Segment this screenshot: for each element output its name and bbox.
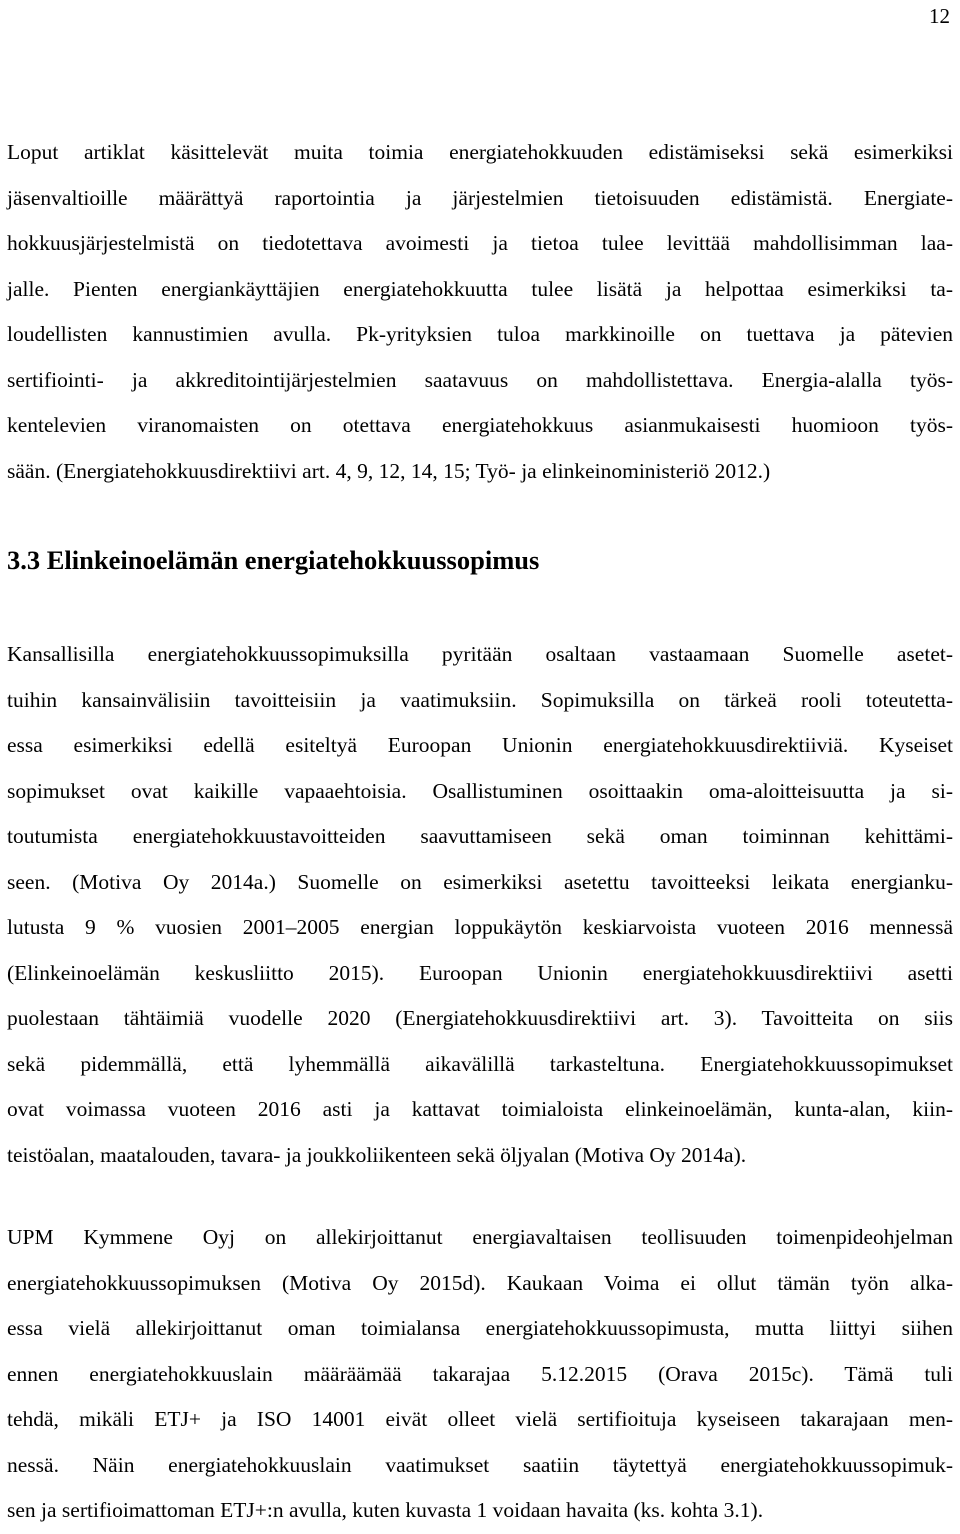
text-line: ennen energiatehokkuuslain määräämää takarajaa 5.12.2015 (Orava 2015c). Tämä tuli: [7, 1361, 953, 1386]
text-line: puolestaan tähtäimiä vuodelle 2020 (Energiatehokkuusdirektiivi art. 3). Tavoitteita on siis: [7, 1006, 953, 1030]
text-line: tuihin kansainvälisiin tavoitteisiin ja vaatimuksiin. Sopimuksilla on tärkeä rooli toteutetta-: [7, 687, 953, 712]
text-line: hokkuusjärjestelmistä on tiedotettava avoimesti ja tietoa tulee levittää mahdollisimman laa-: [7, 231, 953, 255]
text-line: (Elinkeinoelämän keskusliitto 2015). Euroopan Unionin energiatehokkuusdirektiivi asetti: [7, 960, 953, 985]
text-line: kentelevien viranomaisten on otettava energiatehokkuus asianmukaisesti huomioon työs-: [7, 413, 953, 437]
page-number: 12: [929, 4, 950, 28]
text-line: energiatehokkuussopimuksen (Motiva Oy 2015d). Kaukaan Voima ei ollut tämän työn alka-: [7, 1270, 953, 1295]
text-line: lutusta 9 % vuosien 2001–2005 energian loppukäytön keskiarvoista vuoteen 2016 mennessä: [7, 915, 953, 939]
text-line: sertifiointi- ja akkreditointijärjestelmien saatavuus on mahdollistettava. Energia-alalla työs-: [7, 367, 953, 392]
text-line: sopimukset ovat kaikille vapaaehtoisia. Osallistuminen osoittaakin oma-aloitteisuutta ja si-: [7, 778, 953, 803]
text-line: loudellisten kannustimien avulla. Pk-yrityksien tuloa markkinoille on tuettava ja pätevien: [7, 322, 953, 346]
text-line: nessä. Näin energiatehokkuuslain vaatimukset saatiin täytettyä energiatehokkuussopimuk-: [7, 1452, 953, 1477]
text-line: essa vielä allekirjoittanut oman toimialansa energiatehokkuussopimusta, mutta liittyi siihen: [7, 1316, 953, 1340]
text-line: Kansallisilla energiatehokkuussopimuksilla pyritään osaltaan vastaamaan Suomelle asetet-: [7, 642, 953, 666]
text-line: toutumista energiatehokkuustavoitteiden saavuttamiseen sekä oman toiminnan kehittämi-: [7, 824, 953, 848]
text-line: tehdä, mikäli ETJ+ ja ISO 14001 eivät olleet vielä sertifioituja kyseiseen takarajaan men-: [7, 1407, 953, 1431]
text-line: ovat voimassa vuoteen 2016 asti ja kattavat toimialoista elinkeinoelämän, kunta-alan, kiin-: [7, 1097, 953, 1121]
text-line: UPM Kymmene Oyj on allekirjoittanut energiavaltaisen teollisuuden toimenpideohjelman: [7, 1225, 953, 1249]
text-line: jäsenvaltioille määrättyä raportointia ja järjestelmien tietoisuuden edistämistä. Energiate-: [7, 185, 953, 210]
text-line: sään. (Energiatehokkuusdirektiivi art. 4, 9, 12, 14, 15; Työ- ja elinkeinoministeriö 2012.): [7, 458, 771, 483]
text-line: jalle. Pienten energiankäyttäjien energiatehokkuutta tulee lisätä ja helpottaa esimerkiksi ta-: [7, 276, 953, 301]
paragraph-intro: [7, 130, 953, 494]
paragraph-agreements: [7, 632, 953, 1178]
section-heading: 3.3 Elinkeinoelämän energiatehokkuussopimus: [7, 545, 540, 575]
paragraph-upm: [7, 1215, 953, 1534]
text-line: Loput artiklat käsittelevät muita toimia energiatehokkuuden edistämiseksi sekä esimerkiksi: [7, 140, 953, 164]
text-line: seen. (Motiva Oy 2014a.) Suomelle on esimerkiksi asetettu tavoitteeksi leikata energianku-: [7, 869, 953, 894]
text-line: sen ja sertifioimattoman ETJ+:n avulla, kuten kuvasta 1 voidaan havaita (ks. kohta 3.1).: [7, 1498, 764, 1522]
text-line: sekä pidemmällä, että lyhemmällä aikavälillä tarkasteltuna. Energiatehokkuussopimukset: [7, 1051, 953, 1076]
text-line: essa esimerkiksi edellä esiteltyä Euroopan Unionin energiatehokkuusdirektiiviä. Kyseiset: [7, 733, 953, 757]
text-line: teistöalan, maatalouden, tavara- ja joukkoliikenteen sekä öljyalan (Motiva Oy 2014a).: [7, 1142, 747, 1167]
